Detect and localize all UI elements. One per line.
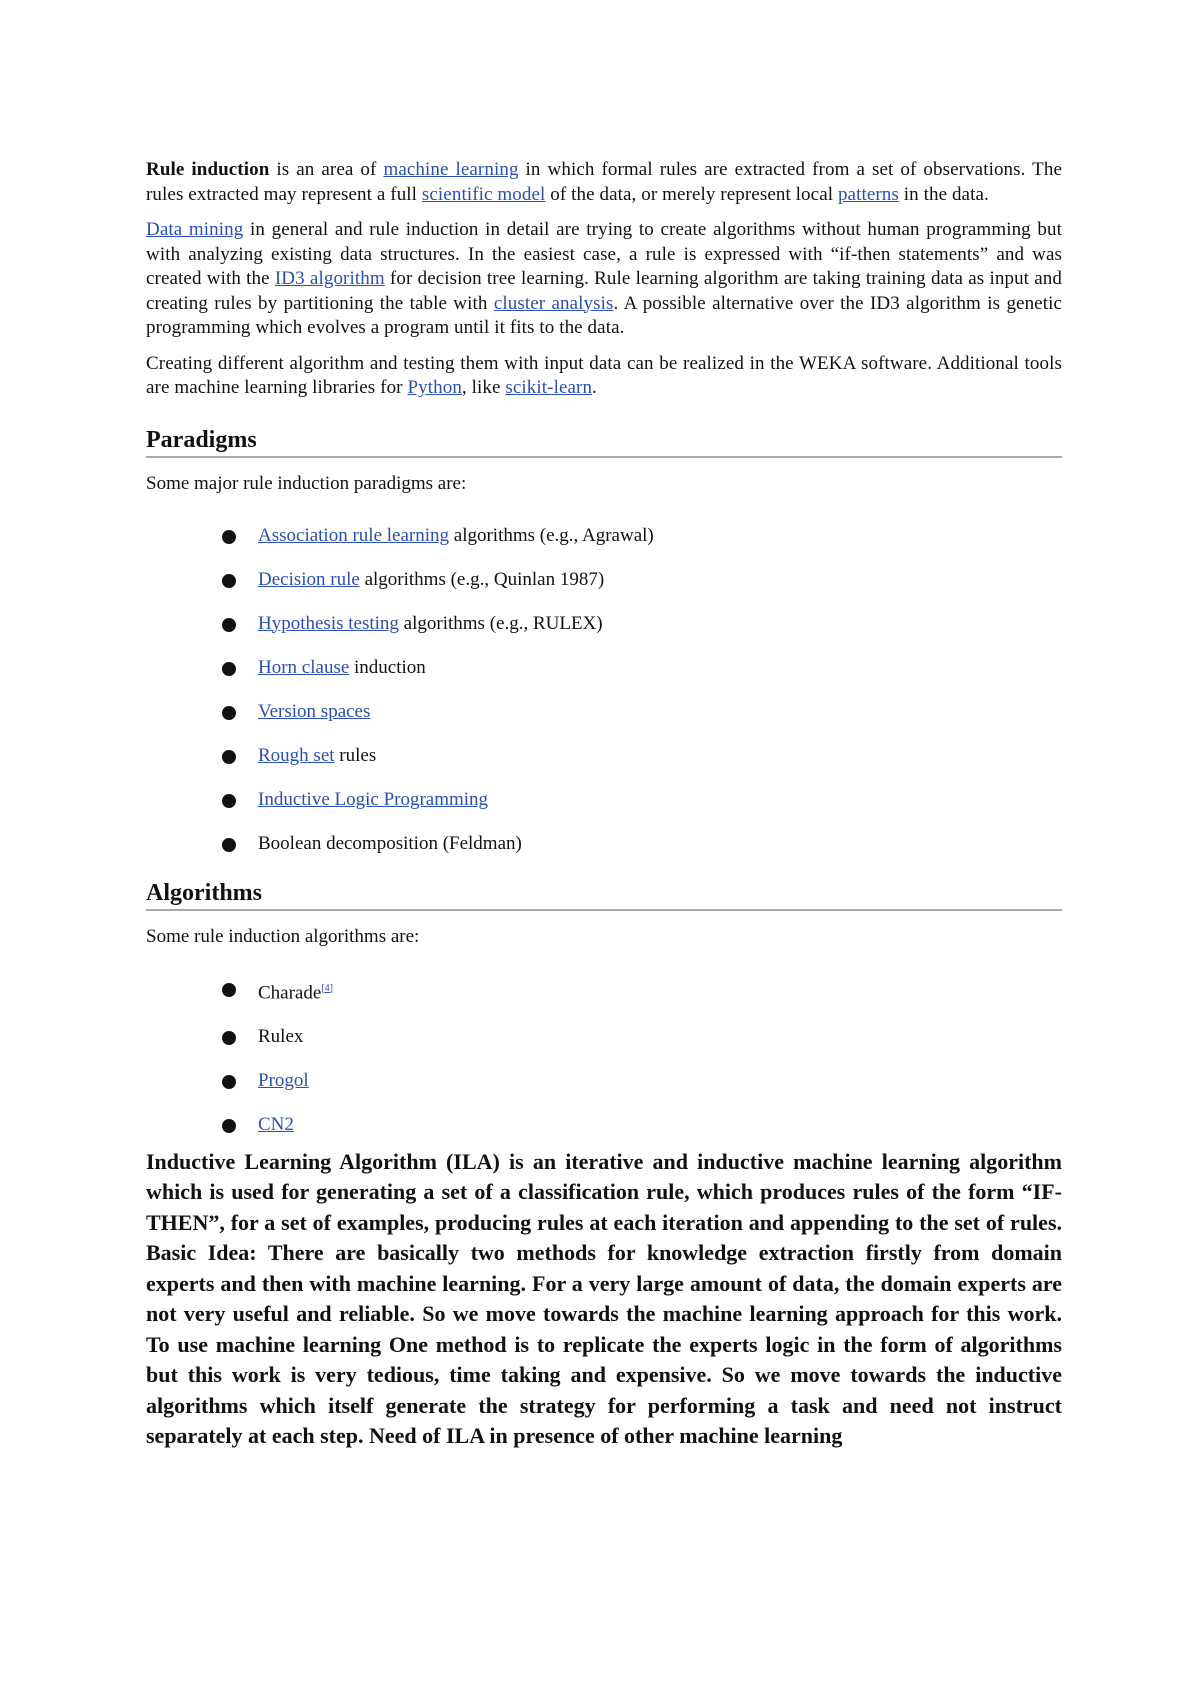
algorithms-intro: Some rule induction algorithms are: xyxy=(146,925,420,947)
text-span: induction xyxy=(349,656,426,678)
bullet-icon xyxy=(222,574,236,588)
link-scientific-model[interactable]: scientific model xyxy=(421,183,546,205)
link-association-rule-learning[interactable]: Association rule learning xyxy=(258,524,450,546)
list-item xyxy=(222,744,1062,768)
link-horn-clause[interactable]: Horn clause xyxy=(258,656,350,678)
link-version-spaces[interactable]: Version spaces xyxy=(258,700,371,722)
text-span: Boolean decomposition (Feldman) xyxy=(258,832,522,854)
heading-paradigms: Paradigms xyxy=(146,427,1062,458)
paradigms-list xyxy=(146,524,1062,856)
text-span: is an area of xyxy=(269,159,384,180)
list-item xyxy=(222,700,1062,724)
text-span: algorithms (e.g., Quinlan 1987) xyxy=(359,568,605,590)
link-cluster-analysis[interactable]: cluster analysis xyxy=(493,292,614,314)
bullet-icon xyxy=(222,983,236,997)
text-span: Inductive Learning Algorithm (ILA) is an iterative and inductive machine learning algorithm which is used for generating a set of a classification rule, which produces rules of the form “IF-THEN”, for a set of examples, producing rules at each iteration and appending to the set of rules. xyxy=(146,1148,1062,1235)
link-machine-learning[interactable]: machine learning xyxy=(383,159,519,180)
text-span: . A possible alternative over the ID3 algorithm is genetic programming which evolves a program until it fits to the data. xyxy=(146,292,1062,338)
link-python[interactable]: Python xyxy=(407,377,462,398)
text-span: , like xyxy=(461,377,506,398)
bullet-icon xyxy=(222,1119,236,1133)
text-span: of the data, or merely represent local xyxy=(545,183,838,205)
link-decision-rule[interactable]: Decision rule xyxy=(258,568,360,590)
list-item xyxy=(222,977,1062,1005)
bullet-icon xyxy=(222,750,236,764)
text-span: rules xyxy=(334,744,377,766)
text-span: There are basically two methods for knowledge extraction firstly from domain experts and then with machine learning. For a very large amount of data, the domain experts are not very useful and reliable. So we move towards the machine learning approach for this work. To use machine learning One method is to replicate the experts logic in the form of algorithms but this work is very tedious, time taking and expensive. So we move towards the inductive algorithms which itself generate the strategy for performing a task and need not instruct separately at each step. xyxy=(146,1240,1063,1449)
text-span: in general and rule induction in detail are trying to create algorithms without human programming but with analyzing existing data structures. In the easiest case, a rule is expressed with “if-then statements” and was created with the xyxy=(146,219,1062,289)
weka-paragraph xyxy=(146,352,1062,401)
text-span: . xyxy=(592,377,597,398)
bullet-icon xyxy=(222,530,236,544)
data-mining-paragraph xyxy=(146,218,1062,341)
link-patterns[interactable]: patterns xyxy=(837,183,899,205)
text-span: for decision tree learning. Rule learning algorithm are taking training data as input and creating rules by partitioning the table with xyxy=(146,268,1062,314)
list-item xyxy=(222,1025,1062,1049)
bullet-icon xyxy=(222,618,236,632)
text-span: in which formal rules are extracted from a set of observations. The rules extracted may represent a full xyxy=(146,159,1062,205)
text-span: algorithms (e.g., Agrawal) xyxy=(449,524,654,546)
bullet-icon xyxy=(222,838,236,852)
text-span: Rulex xyxy=(258,1025,304,1047)
list-item xyxy=(222,1069,1062,1093)
link-id3-algorithm[interactable]: ID3 algorithm xyxy=(274,268,385,289)
bullet-icon xyxy=(222,794,236,808)
text-span: algorithms (e.g., RULEX) xyxy=(398,612,603,634)
bullet-icon xyxy=(222,706,236,720)
bullet-icon xyxy=(222,1075,236,1089)
link-cn2[interactable]: CN2 xyxy=(258,1113,294,1135)
link-progol[interactable]: Progol xyxy=(258,1069,309,1091)
bullet-icon xyxy=(222,662,236,676)
list-item xyxy=(222,656,1062,680)
intro-paragraph xyxy=(146,158,1062,207)
bullet-icon xyxy=(222,1031,236,1045)
ila-paragraph xyxy=(146,1147,1062,1452)
list-item xyxy=(222,612,1062,636)
need-of-ila-label: Need of ILA in presence of other machine learning xyxy=(369,1423,843,1449)
reference-link[interactable]: [4] xyxy=(321,982,333,994)
list-item xyxy=(222,524,1062,548)
link-scikit-learn[interactable]: scikit-learn xyxy=(505,377,593,398)
basic-idea-label: Basic Idea: xyxy=(146,1240,257,1266)
algorithms-list xyxy=(146,977,1062,1137)
paradigms-intro: Some major rule induction paradigms are: xyxy=(146,472,467,494)
text-span: in the data. xyxy=(898,183,989,205)
heading-algorithms: Algorithms xyxy=(146,880,1062,911)
document-content xyxy=(146,158,1062,1452)
list-item xyxy=(222,788,1062,812)
text-span: Creating different algorithm and testing them with input data can be realized in the WEKA software. Additional tools are machine learning libraries for xyxy=(146,352,1062,398)
list-item xyxy=(222,1113,1062,1137)
link-hypothesis-testing[interactable]: Hypothesis testing xyxy=(258,612,399,634)
link-data-mining[interactable]: Data mining xyxy=(146,219,244,240)
text-span: Charade xyxy=(258,981,322,1003)
list-item xyxy=(222,568,1062,592)
term-rule-induction: Rule induction xyxy=(146,159,270,180)
list-item xyxy=(222,832,1062,856)
link-inductive-logic-programming[interactable]: Inductive Logic Programming xyxy=(258,788,489,810)
link-rough-set[interactable]: Rough set xyxy=(258,744,335,766)
